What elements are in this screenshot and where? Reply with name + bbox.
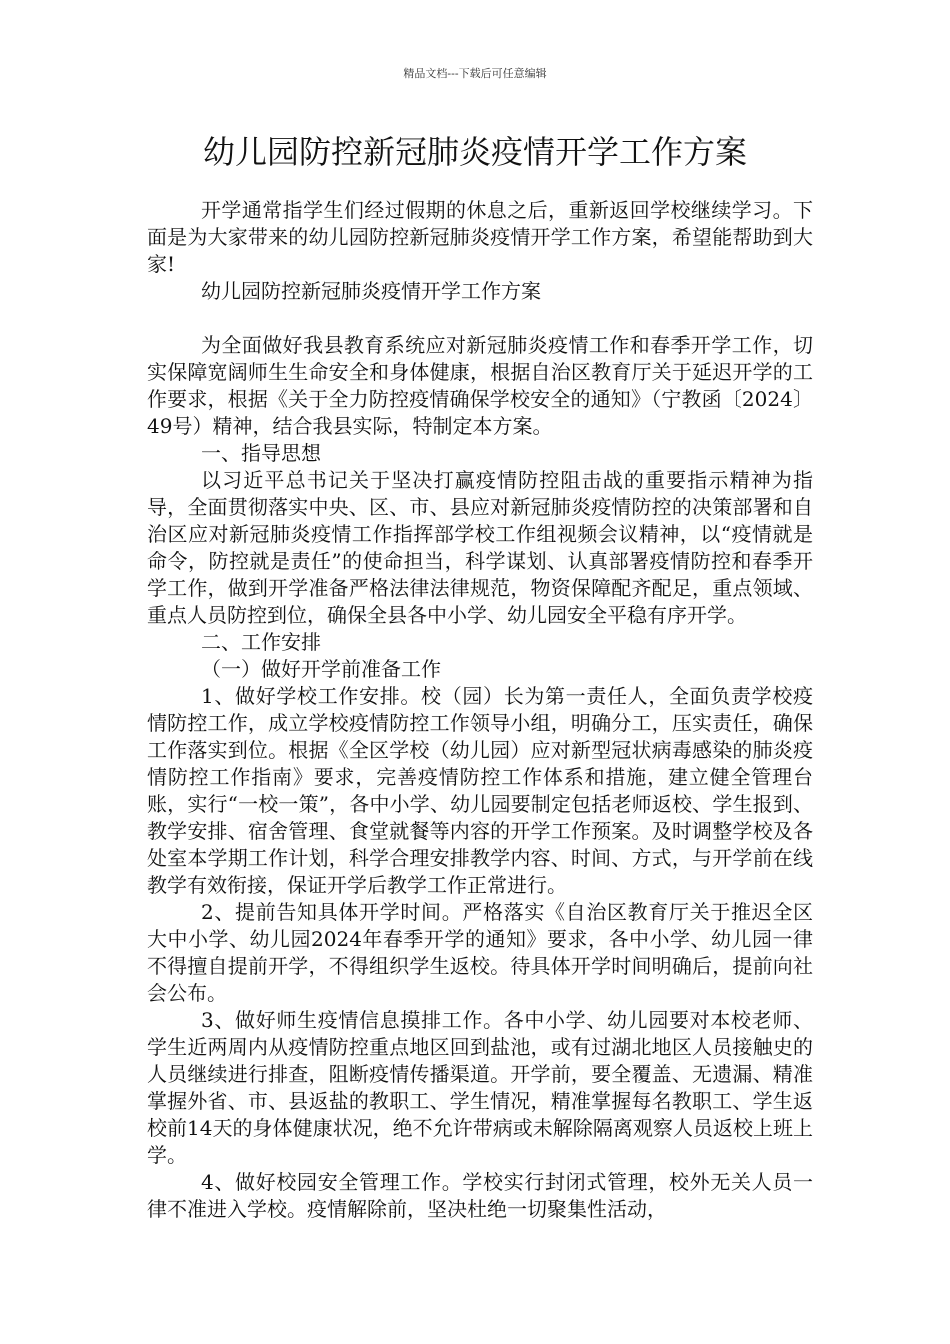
- section-heading-work-arrangement: 二、工作安排: [201, 630, 321, 654]
- blank-line: [147, 305, 813, 332]
- preamble-paragraph: 为全面做好我县教育系统应对新冠肺炎疫情工作和春季开学工作，切实保障宽阔师生生命安全和身体健康，根据自治区教育厅关于延迟开学的工作要求，根据《关于全力防控疫情确保学校安全的通知》（宁教函〔2024〕49号）精神，结合我县实际，特制定本方案。: [147, 333, 813, 438]
- subtitle-line: 幼儿园防控新冠肺炎疫情开学工作方案: [201, 279, 541, 303]
- intro-paragraph: 开学通常指学生们经过假期的休息之后，重新返回学校继续学习。下面是为大家带来的幼儿园防控新冠肺炎疫情开学工作方案，希望能帮助到大家!: [147, 198, 813, 276]
- subsection-heading-preparation: （一）做好开学前准备工作: [201, 657, 441, 681]
- document-title: 幼儿园防控新冠肺炎疫情开学工作方案: [202, 133, 747, 171]
- guiding-ideology-paragraph: 以习近平总书记关于坚决打赢疫情防控阻击战的重要指示精神为指导，全面贯彻落实中央、区、市、县应对新冠肺炎疫情防控的决策部署和自治区应对新冠肺炎疫情工作指挥部学校工作组视频会议精神，以“疫情就是命令，防控就是责任”的使命担当，科学谋划、认真部署疫情防控和春季开学工作，做到开学准备严格法律法律规范，物资保障配齐配足，重点领域、重点人员防控到位，确保全县各中小学、幼儿园安全平稳有序开学。: [147, 468, 813, 627]
- item-1-paragraph: 1、做好学校工作安排。校（园）长为第一责任人，全面负责学校疫情防控工作，成立学校疫情防控工作领导小组，明确分工，压实责任，确保工作落实到位。根据《全区学校（幼儿园）应对新型冠状病毒感染的肺炎疫情防控工作指南》要求，完善疫情防控工作体系和措施，建立健全管理台账，实行“一校一策”，各中小学、幼儿园要制定包括老师返校、学生报到、教学安排、宿舍管理、食堂就餐等内容的开学工作预案。及时调整学校及各处室本学期工作计划，科学合理安排教学内容、时间、方式，与开学前在线教学有效衔接，保证开学后教学工作正常进行。: [147, 684, 813, 897]
- item-3-paragraph: 3、做好师生疫情信息摸排工作。各中小学、幼儿园要对本校老师、学生近两周内从疫情防控重点地区回到盐池，或有过湖北地区人员接触史的人员继续进行排查，阻断疫情传播渠道。开学前，要全覆盖、无遗漏、精准掌握外省、市、县返盐的教职工、学生情况，精准掌握每名教职工、学生返校前14天的身体健康状况，绝不允许带病或未解除隔离观察人员返校上班上学。: [147, 1008, 813, 1167]
- item-2-paragraph: 2、提前告知具体开学时间。严格落实《自治区教育厅关于推迟全区大中小学、幼儿园2024年春季开学的通知》要求，各中小学、幼儿园一律不得擅自提前开学，不得组织学生返校。待具体开学时间明确后，提前向社会公布。: [147, 900, 813, 1005]
- document-body: [147, 197, 813, 1223]
- item-4-paragraph: 4、做好校园安全管理工作。学校实行封闭式管理，校外无关人员一律不准进入学校。疫情解除前，坚决杜绝一切聚集性活动，: [147, 1170, 813, 1221]
- page-header-note: 精品文档---下载后可任意编辑: [403, 67, 547, 80]
- section-heading-guiding-ideology: 一、指导思想: [201, 441, 321, 465]
